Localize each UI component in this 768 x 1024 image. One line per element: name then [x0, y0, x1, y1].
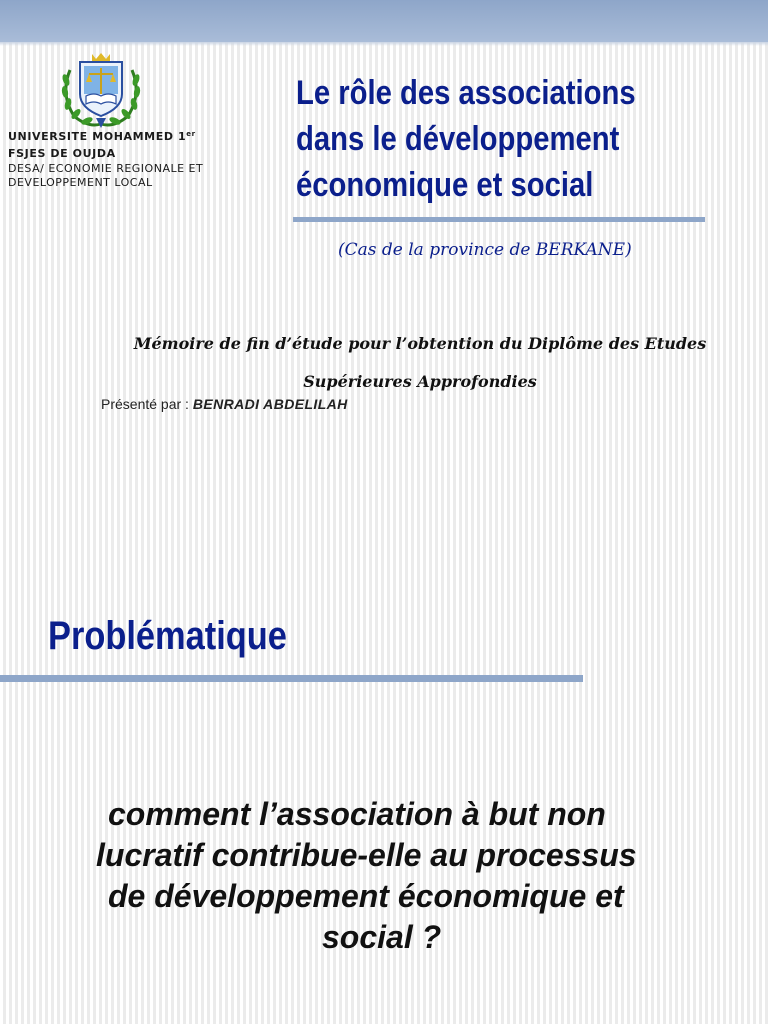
section-divider [0, 675, 583, 682]
top-header-band-shadow [0, 42, 768, 46]
question-line-2: lucratif contribue-elle au processus [96, 837, 637, 873]
university-info [8, 126, 248, 190]
program-line-2: DEVELOPPEMENT LOCAL [8, 176, 153, 189]
subtitle: (Cas de la province de BERKANE) [338, 240, 632, 260]
page-title [296, 70, 674, 208]
question-line-3: de développement économique et [108, 878, 624, 914]
memoire-line-2: Supérieures Approfondies [303, 372, 537, 391]
presenter-name: BENRADI ABDELILAH [192, 396, 348, 412]
section-heading: Problématique [48, 614, 287, 658]
presenter-label: Présenté par : [101, 396, 193, 412]
university-logo-icon [56, 50, 146, 130]
program-line-1: DESA/ ECONOMIE REGIONALE ET [8, 162, 204, 175]
question-line-4: social ? [322, 919, 442, 955]
presenter [101, 396, 348, 412]
memoire-description [0, 325, 768, 401]
title-divider [293, 217, 705, 222]
top-header-band [0, 0, 768, 42]
title-line-3: économique et social [296, 166, 594, 204]
university-name: UNIVERSITE MOHAMMED 1er [8, 130, 196, 143]
faculty-name: FSJES DE OUJDA [8, 147, 116, 160]
research-question [96, 794, 716, 958]
question-line-1: comment l’association à but non [108, 796, 606, 832]
title-line-1: Le rôle des associations [296, 74, 636, 112]
memoire-line-1: Mémoire de fin d’étude pour l’obtention du Diplôme des Etudes [133, 334, 707, 353]
title-line-2: dans le développement [296, 120, 620, 158]
